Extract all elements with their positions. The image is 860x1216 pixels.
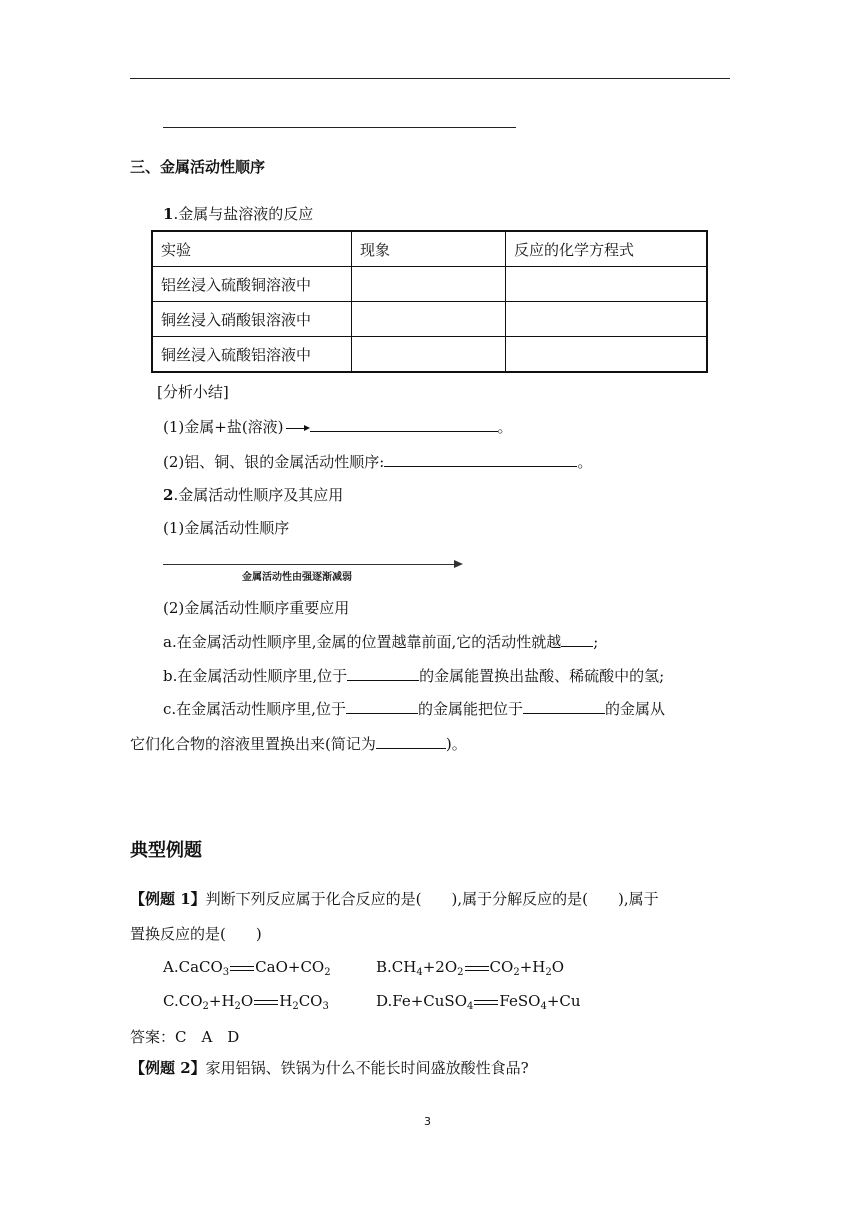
subscript: 4 <box>416 967 423 978</box>
subscript: 2 <box>202 1001 209 1012</box>
example-1-line-1 <box>130 888 659 909</box>
application-b-text: b.在金属活动性顺序里,位于 <box>163 667 348 685</box>
table-row <box>152 302 707 337</box>
summary-1-end: 。 <box>497 418 513 436</box>
table-row <box>152 267 707 302</box>
example-1-label: 【例题 1】 <box>130 890 206 908</box>
examples-title: 典型例题 <box>130 840 202 861</box>
application-b-end: 的金属能置换出盐酸、稀硫酸中的氢; <box>419 667 665 685</box>
option-d <box>376 992 581 1010</box>
table-cell <box>506 302 708 337</box>
option-a <box>163 958 331 976</box>
option-text: O <box>551 958 565 976</box>
header-rule <box>130 78 730 79</box>
subscript: 3 <box>322 1001 329 1012</box>
application-a <box>163 631 598 652</box>
option-text: H <box>279 992 293 1010</box>
application-c-text: c.在金属活动性顺序里,位于 <box>163 700 346 718</box>
application-c-line2-end: )。 <box>445 735 467 753</box>
table-cell: 铝丝浸入硫酸铜溶液中 <box>152 267 352 302</box>
equals-sign-icon <box>254 1000 278 1005</box>
example-2 <box>130 1057 529 1078</box>
application-b <box>163 665 664 686</box>
summary-line-2 <box>163 451 592 472</box>
option-text: CO <box>298 992 323 1010</box>
example-1-question: 判断下列反应属于化合反应的是( ),属于分解反应的是( ),属于 <box>205 890 659 908</box>
example-1-line-2: 置换反应的是( ) <box>130 925 262 943</box>
subscript: 3 <box>222 967 230 978</box>
subsection-number: 1 <box>163 205 174 223</box>
experiment-table <box>151 230 708 373</box>
application-a-end: ; <box>593 633 599 651</box>
option-text: D.Fe+CuSO <box>376 992 468 1010</box>
fill-in-blank <box>561 632 593 647</box>
arrow-right-icon <box>454 560 463 568</box>
table-header-cell: 反应的化学方程式 <box>506 231 708 267</box>
table-cell <box>506 267 708 302</box>
application-c-line-1 <box>163 698 665 719</box>
activity-arrow-line <box>163 564 455 565</box>
subsection-number: 2 <box>163 486 174 504</box>
activity-arrow-label: 金属活动性由强逐渐减弱 <box>242 572 352 583</box>
option-text: +H <box>519 958 546 976</box>
table-cell <box>352 302 506 337</box>
table-cell <box>506 337 708 373</box>
table-cell: 铜丝浸入硫酸铝溶液中 <box>152 337 352 373</box>
answer: 答案：C A D <box>130 1028 240 1046</box>
subscript: 2 <box>292 1001 299 1012</box>
option-text: CO <box>489 958 514 976</box>
application-c-line-2 <box>130 733 467 754</box>
subscript: 4 <box>467 1001 474 1012</box>
fill-in-blank <box>384 452 577 467</box>
section-title: 三、金属活动性顺序 <box>130 158 266 176</box>
table-row <box>152 337 707 373</box>
summary-line-1 <box>163 416 513 437</box>
option-b <box>376 958 564 976</box>
subscript: 2 <box>457 967 464 978</box>
table-cell: 铜丝浸入硝酸银溶液中 <box>152 302 352 337</box>
option-text: +Cu <box>546 992 581 1010</box>
summary-1-text: (1)金属+盐(溶液) <box>163 418 284 436</box>
option-c <box>163 992 329 1010</box>
fill-in-blank <box>346 699 418 714</box>
reaction-arrow-icon <box>286 428 308 429</box>
option-text: B.CH <box>376 958 417 976</box>
table-header-row <box>152 231 707 267</box>
fill-in-blank <box>347 666 419 681</box>
answer-line <box>163 127 516 128</box>
table-header-cell: 实验 <box>152 231 352 267</box>
application-c-line2-text: 它们化合物的溶液里置换出来(简记为 <box>130 735 376 753</box>
page-number: 3 <box>424 1115 431 1128</box>
example-2-question: 家用铝锅、铁锅为什么不能长时间盛放酸性食品? <box>205 1059 529 1077</box>
fill-in-blank <box>376 734 446 749</box>
summary-2-text: (2)铝、铜、银的金属活动性顺序: <box>163 453 385 471</box>
subsection-2-heading <box>163 484 343 505</box>
table-header-cell: 现象 <box>352 231 506 267</box>
subscript: 2 <box>545 967 552 978</box>
example-2-label: 【例题 2】 <box>130 1059 206 1077</box>
application-a-text: a.在金属活动性顺序里,金属的位置越靠前面,它的活动性就越 <box>163 633 562 651</box>
subsection-1-heading <box>163 203 313 224</box>
option-text: +2O <box>422 958 458 976</box>
subscript: 4 <box>540 1001 547 1012</box>
subsection-text: .金属与盐溶液的反应 <box>173 205 314 223</box>
equals-sign-icon <box>474 1000 498 1005</box>
fill-in-blank <box>523 699 605 714</box>
equals-sign-icon <box>465 966 489 971</box>
subsection-text: .金属活动性顺序及其应用 <box>173 486 344 504</box>
applications-heading: (2)金属活动性顺序重要应用 <box>163 599 350 617</box>
equals-sign-icon <box>230 966 254 971</box>
table-cell <box>352 337 506 373</box>
option-text: CaO+CO <box>255 958 325 976</box>
application-c-end: 的金属从 <box>604 700 665 718</box>
application-c-mid: 的金属能把位于 <box>417 700 523 718</box>
option-text: O <box>240 992 254 1010</box>
subscript: 2 <box>513 967 520 978</box>
fill-in-blank <box>310 417 498 432</box>
option-text: A.CaCO <box>163 958 223 976</box>
subscript: 2 <box>234 1001 241 1012</box>
table-cell <box>352 267 506 302</box>
summary-label: [分析小结] <box>157 383 229 401</box>
option-text: +H <box>208 992 235 1010</box>
option-text: FeSO <box>499 992 541 1010</box>
summary-2-end: 。 <box>577 453 593 471</box>
option-text: C.CO <box>163 992 203 1010</box>
subscript: 2 <box>324 967 331 978</box>
activity-series-label: (1)金属活动性顺序 <box>163 519 290 537</box>
